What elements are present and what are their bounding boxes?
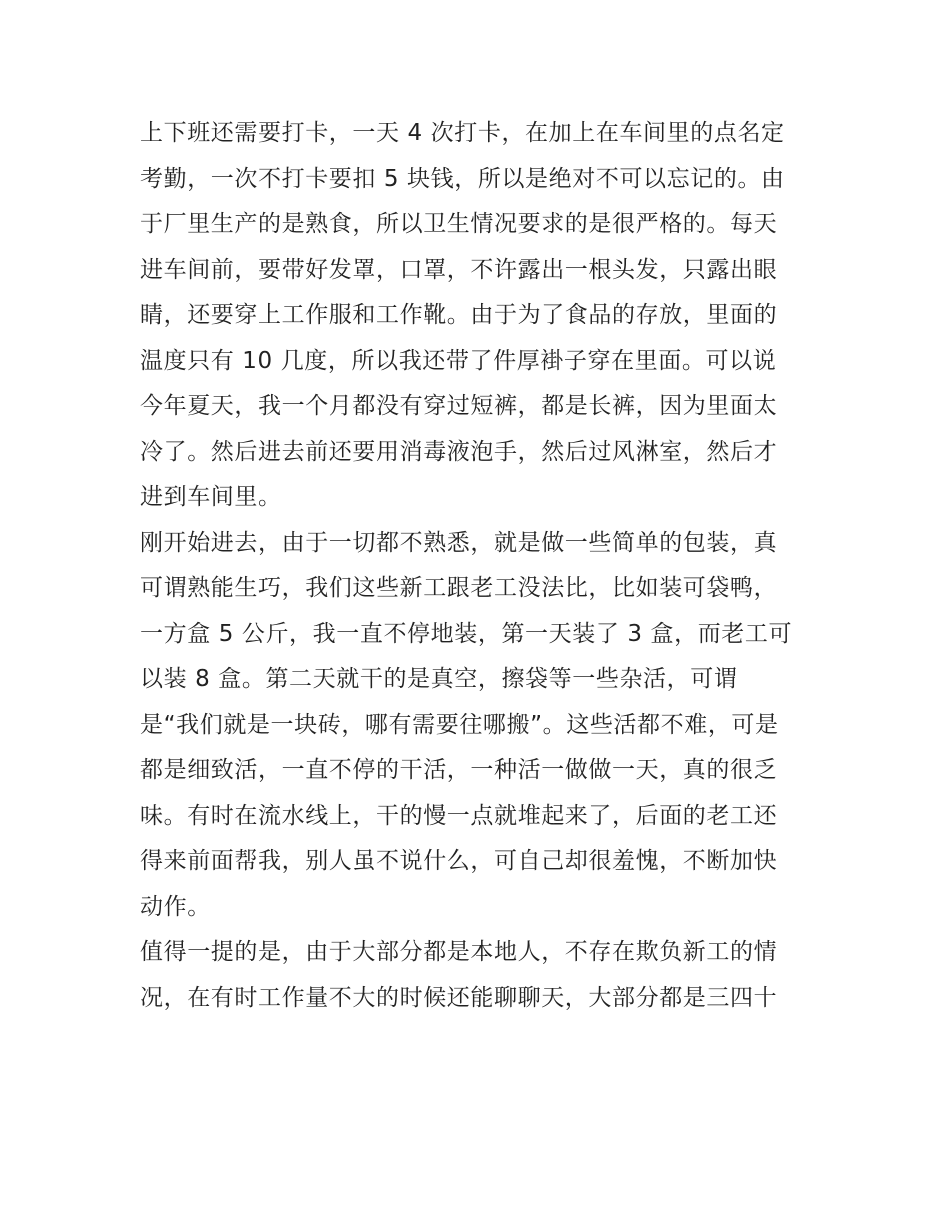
text-line: 值得一提的是，由于大部分都是本地人，不存在欺负新工的情 [140, 939, 778, 965]
text-line: 睛，还要穿上工作服和工作靴。由于为了食品的存放，里面的 [140, 302, 778, 328]
text-line: 况，在有时工作量不大的时候还能聊聊天，大部分都是三四十 [140, 984, 778, 1011]
text-line: 于厂里生产的是熟食，所以卫生情况要求的是很严格的。每天 [140, 211, 778, 237]
text-line: 温度只有 10 几度，所以我还带了件厚褂子穿在里面。可以说 [140, 347, 777, 374]
text-line: 今年夏天，我一个月都没有穿过短裤，都是长裤，因为里面太 [140, 393, 778, 419]
text-line: 得来前面帮我，别人虽不说什么，可自己却很羞愧，不断加快 [140, 848, 778, 874]
text-line: 以装 8 盒。第二天就干的是真空，擦袋等一些杂活，可谓 [140, 666, 738, 692]
text-line: 冷了。然后进去前还要用消毒液泡手，然后过风淋室，然后才 [140, 438, 778, 465]
text-line: 动作。 [140, 893, 211, 920]
text-line: 一方盒 5 公斤，我一直不停地装，第一天装了 3 盒，而老工可 [140, 620, 793, 647]
text-line: 进车间前，要带好发罩，口罩，不许露出一根头发，只露出眼 [140, 256, 778, 283]
text-line: 刚开始进去，由于一切都不熟悉，就是做一些简单的包装，真 [140, 529, 778, 556]
text-line: 进到车间里。 [140, 484, 282, 510]
text-line: 上下班还需要打卡，一天 4 次打卡，在加上在车间里的点名定 [140, 120, 785, 146]
text-line: 都是细致活，一直不停的干活，一种活一做做一天，真的很乏 [140, 757, 778, 783]
text-line: 是“我们就是一块砖，哪有需要往哪搬”。这些活都不难，可是 [140, 711, 779, 738]
text-line: 考勤，一次不打卡要扣 5 块钱，所以是绝对不可以忘记的。由 [140, 165, 785, 192]
text-line: 味。有时在流水线上，干的慢一点就堆起来了，后面的老工还 [140, 802, 778, 829]
text-line: 可谓熟能生巧，我们这些新工跟老工没法比，比如装可袋鸭， [140, 575, 778, 601]
